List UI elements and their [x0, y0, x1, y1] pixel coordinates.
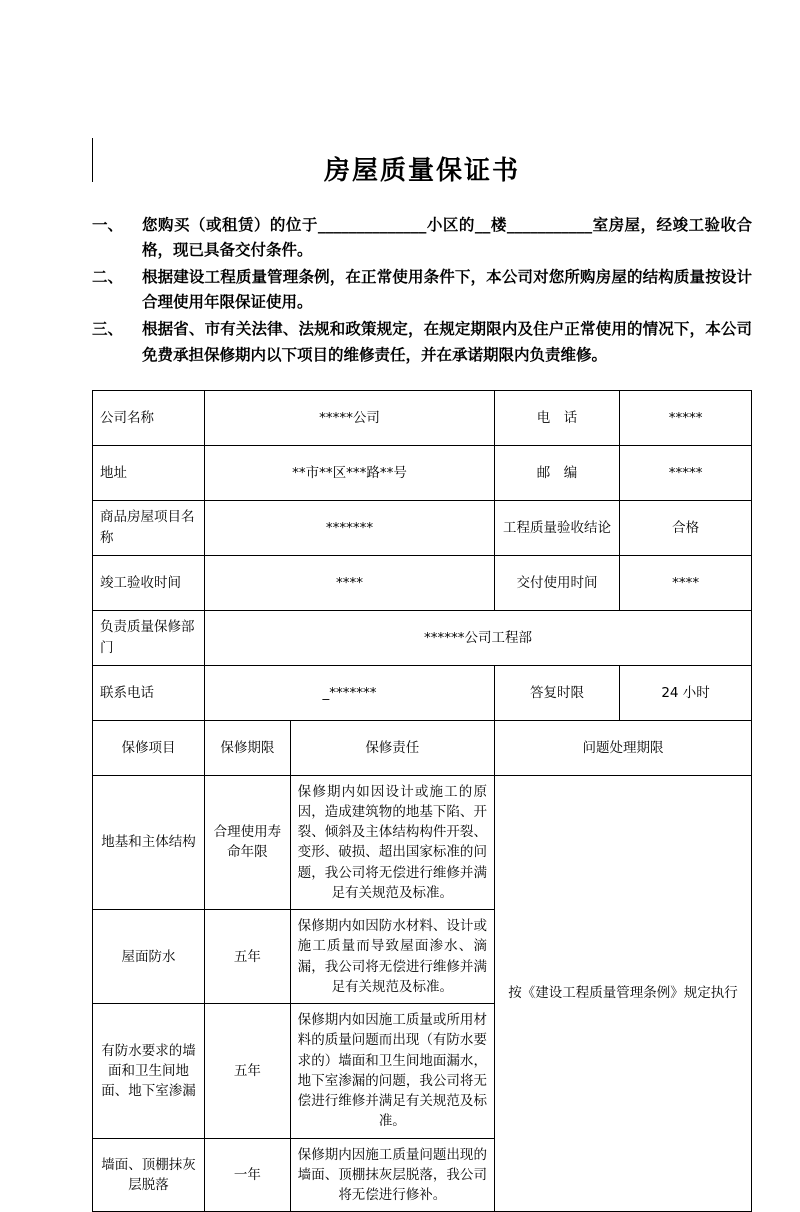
col-header-item: 保修项目: [93, 720, 205, 775]
warranty-dept-label: 负责质量保修部门: [93, 610, 205, 665]
warranty-info-table: [92, 390, 752, 1212]
page-title: 房屋质量保证书: [323, 156, 520, 186]
warranty-item: 地基和主体结构: [93, 775, 205, 910]
warranty-period: 五年: [205, 910, 291, 1004]
table-row: [93, 500, 752, 555]
clause-text: 根据建设工程质量管理条例，在正常使用条件下，本公司对您所购房屋的结构质量按设计合理使用年限保证使用。: [142, 268, 752, 312]
list-item: [92, 265, 752, 315]
completion-check-label: 竣工验收时间: [93, 555, 205, 610]
warranty-period: 五年: [205, 1004, 291, 1139]
table-row: [93, 775, 752, 910]
list-item: [92, 213, 752, 263]
phone-label: 电 话: [494, 390, 619, 445]
table-header-row: [93, 720, 752, 775]
quality-conclusion-label: 工程质量验收结论: [494, 500, 619, 555]
delivery-time-value: ****: [620, 555, 752, 610]
contact-phone-label: 联系电话: [93, 665, 205, 720]
clause-number: 三、: [92, 320, 124, 339]
table-row: [93, 555, 752, 610]
warranty-duty: 保修期内如因施工质量或所用材料的质量问题而出现（有防水要求的）墙面和卫生间地面漏水，地下室渗漏的问题，我公司将无偿进行维修并满足有关规范及标准。: [290, 1004, 494, 1139]
clause-number: 二、: [92, 268, 124, 287]
clause-text: 根据省、市有关法律、法规和政策规定，在规定期限内及住户正常使用的情况下，本公司免费承担保修期内以下项目的维修责任，并在承诺期限内负责维修。: [142, 320, 752, 364]
table-row: [93, 445, 752, 500]
address-label: 地址: [93, 445, 205, 500]
delivery-time-label: 交付使用时间: [494, 555, 619, 610]
handle-limit-value: 按《建设工程质量管理条例》规定执行: [494, 775, 751, 1212]
table-row: [93, 610, 752, 665]
response-limit-value: 24 小时: [620, 665, 752, 720]
postcode-value: *****: [620, 445, 752, 500]
warranty-duty: 保修期内如因防水材料、设计或施工质量而导致屋面渗水、滴漏，我公司将无偿进行维修并满足有关规范及标准。: [290, 910, 494, 1004]
table-row: [93, 390, 752, 445]
project-name-label: 商品房屋项目名称: [93, 500, 205, 555]
table-row: [93, 665, 752, 720]
warranty-duty: 保修期内如因设计或施工的原因，造成建筑物的地基下陷、开裂、倾斜及主体结构构件开裂、变形、破损、超出国家标准的问题，我公司将无偿进行维修并满足有关规范及标准。: [290, 775, 494, 910]
contact-phone-value: _*******: [205, 665, 495, 720]
postcode-label: 邮 编: [494, 445, 619, 500]
list-item: [92, 317, 752, 367]
warranty-item: 有防水要求的墙面和卫生间地面、地下室渗漏: [93, 1004, 205, 1139]
warranty-item: 屋面防水: [93, 910, 205, 1004]
warranty-item: 墙面、顶棚抹灰层脱落: [93, 1138, 205, 1212]
clause-list: [92, 213, 752, 368]
warranty-period: 合理使用寿命年限: [205, 775, 291, 910]
col-header-duty: 保修责任: [290, 720, 494, 775]
completion-check-value: ****: [205, 555, 495, 610]
col-header-handle-limit: 问题处理期限: [494, 720, 751, 775]
quality-conclusion-value: 合格: [620, 500, 752, 555]
left-margin-rule: [92, 138, 93, 182]
warranty-duty: 保修期内因施工质量问题出现的墙面、顶棚抹灰层脱落，我公司将无偿进行修补。: [290, 1138, 494, 1212]
clause-number: 一、: [92, 216, 124, 234]
clause-text: 您购买（或租赁）的位于______________小区的__楼___________室房屋，经竣工验收合格，现已具备交付条件。: [142, 216, 752, 260]
company-name-label: 公司名称: [93, 390, 205, 445]
address-value: **市**区***路**号: [205, 445, 495, 500]
warranty-period: 一年: [205, 1138, 291, 1212]
company-name-value: *****公司: [205, 390, 495, 445]
response-limit-label: 答复时限: [494, 665, 619, 720]
phone-value: *****: [620, 390, 752, 445]
col-header-period: 保修期限: [205, 720, 291, 775]
warranty-dept-value: ******公司工程部: [205, 610, 752, 665]
project-name-value: *******: [205, 500, 495, 555]
